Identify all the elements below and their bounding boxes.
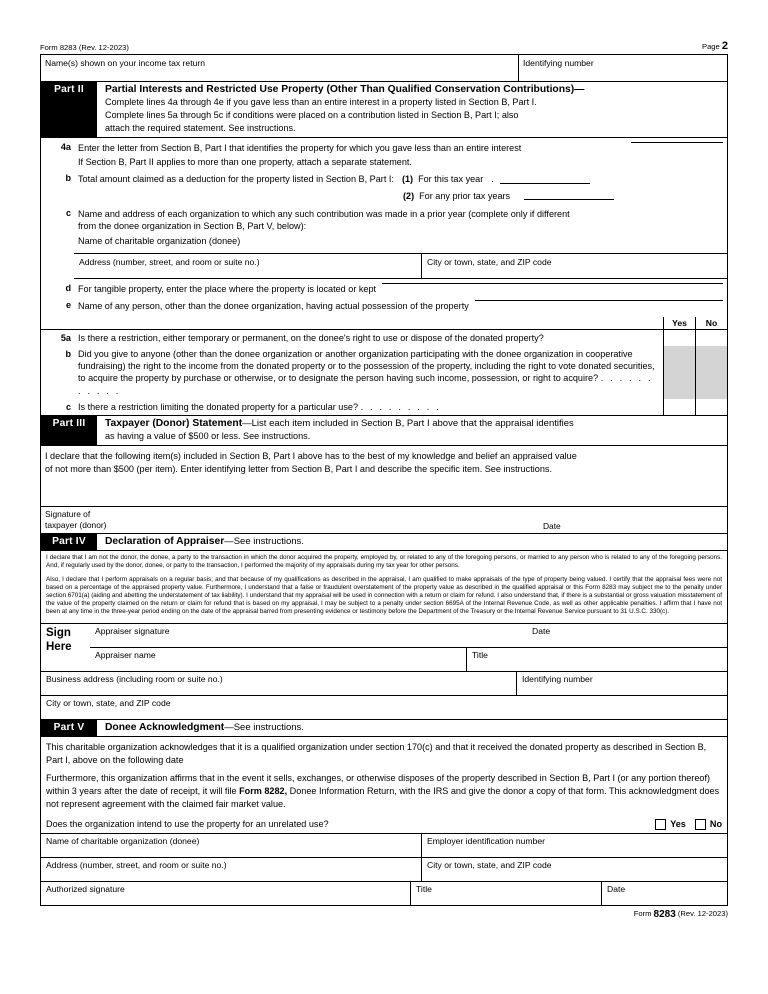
appraiser-title-field[interactable] bbox=[466, 648, 727, 671]
line-4c-body bbox=[78, 208, 723, 252]
part3-header bbox=[41, 415, 727, 446]
unrelated-use-question: Does the organization intend to use the property for an unrelated use? bbox=[46, 819, 329, 830]
donee-date-field[interactable] bbox=[601, 882, 727, 905]
identifying-number-field[interactable] bbox=[519, 55, 727, 81]
unrelated-no-checkbox[interactable] bbox=[695, 819, 706, 830]
line-5c-text: Is there a restriction limiting the donated property for a particular use? bbox=[78, 401, 359, 412]
part3-tag: Part III bbox=[41, 416, 97, 445]
taxpayer-signature-label-1: Signature of bbox=[45, 509, 91, 520]
part3-title: Taxpayer (Donor) Statement bbox=[105, 418, 243, 430]
line-4d-text: For tangible property, enter the place where the property is located or kept bbox=[78, 283, 377, 294]
part3-signature-row bbox=[41, 506, 727, 533]
page-indicator bbox=[702, 40, 728, 52]
part3-body2: of not more than $500 (per item). Enter identifying letter from Section B, Part I and describe the specific item. See instructions. bbox=[45, 463, 552, 474]
part2-title: Partial Interests and Restricted Use Property (Other Than Qualified Conservation Contributions)— bbox=[105, 84, 585, 95]
line-4b-item1-input[interactable] bbox=[500, 183, 590, 184]
no-column-header: No bbox=[695, 317, 727, 329]
appraiser-name-row bbox=[90, 648, 727, 671]
appraiser-city-label: City or town, state, and ZIP code bbox=[46, 698, 171, 709]
appraiser-name-field[interactable] bbox=[90, 648, 466, 671]
line-4e-input[interactable] bbox=[475, 300, 723, 301]
part3-write-in-area[interactable] bbox=[41, 478, 727, 506]
donee-name-label: Name of charitable organization (donee) bbox=[46, 835, 200, 846]
line-5a-yes-cell[interactable] bbox=[663, 330, 695, 346]
part4-tag: Part IV bbox=[41, 534, 97, 550]
donee-city-field[interactable] bbox=[421, 858, 727, 881]
line-5b-body bbox=[41, 346, 663, 399]
part2-sub2: Complete lines 5a through 5c if conditions were placed on a contribution listed in Section B, Part I; also bbox=[105, 110, 519, 121]
line-5b bbox=[41, 346, 727, 399]
line-4a-text2: If Section B, Part II applies to more than one property, attach a separate statement. bbox=[78, 157, 412, 168]
line-4a-continued bbox=[41, 156, 727, 170]
name-field[interactable] bbox=[41, 55, 519, 81]
part5-header bbox=[41, 719, 727, 737]
line-5c-dots: . . . . . . . . . bbox=[360, 401, 441, 412]
taxpayer-date-label: Date bbox=[543, 521, 561, 532]
authorized-signature-field[interactable] bbox=[41, 882, 410, 905]
city-state-zip-field[interactable] bbox=[422, 254, 727, 278]
line-4b-body bbox=[78, 173, 723, 202]
footer-form-word: Form bbox=[633, 908, 652, 918]
part4-title-rest: —See instructions. bbox=[224, 536, 304, 548]
donee-ein-label: Employer identification number bbox=[427, 835, 545, 846]
line-4b-item2-label: For any prior tax years bbox=[419, 190, 511, 201]
appraiser-signature-label: Appraiser signature bbox=[95, 626, 170, 637]
part3-title-rest: —List each item included in Section B, Part I above that the appraisal identifies bbox=[242, 418, 574, 430]
name-id-bar bbox=[41, 55, 727, 82]
city-label: City or town, state, and ZIP code bbox=[427, 256, 552, 267]
line-4c bbox=[41, 203, 727, 253]
part2-tag: Part II bbox=[41, 82, 97, 137]
sign-here-line1: Sign bbox=[46, 627, 71, 640]
part3-declaration bbox=[41, 446, 727, 478]
line-4b-item1-number: (1) bbox=[401, 174, 414, 185]
business-address-field[interactable] bbox=[41, 672, 516, 695]
page-header bbox=[40, 40, 728, 54]
part2-sub1: Complete lines 4a through 4e if you gave less than an entire interest in a property listed in Section B, Part I. bbox=[105, 97, 537, 107]
part3-body1: I declare that the following item(s) included in Section B, Part I above has to the best of my knowledge and belief an appraised value bbox=[45, 451, 577, 462]
line-4d-number: d bbox=[65, 282, 71, 293]
page-footer bbox=[40, 906, 728, 920]
part3-title-line2: as having a value of $500 or less. See instructions. bbox=[105, 431, 311, 442]
donee-city-label: City or town, state, and ZIP code bbox=[427, 859, 552, 870]
line-5c-yes-cell[interactable] bbox=[663, 399, 695, 415]
part5-form-8282: Form 8282, bbox=[239, 786, 288, 797]
donee-address-field[interactable] bbox=[41, 858, 421, 881]
line-4b bbox=[41, 170, 727, 203]
unrelated-use-row bbox=[41, 818, 727, 833]
taxpayer-signature-field[interactable] bbox=[41, 507, 539, 533]
appraiser-title-label: Title bbox=[472, 650, 488, 661]
part5-para2-a: Furthermore, this organization affirms that in the event it sells, exchanges, or otherwise disposes of the property described in Section B, Part I (or any portion thereof) within 3 years after the date of receipt, it will file bbox=[46, 773, 711, 797]
line-4c-number: c bbox=[65, 207, 71, 218]
sign-here-marker bbox=[41, 624, 90, 671]
line-5a-no-cell[interactable] bbox=[695, 330, 727, 346]
line-5b-no-cell[interactable] bbox=[695, 346, 727, 399]
part4-para1: I declare that I am not the donor, the donee, a party to the transaction in which the donor acquired the property, employed by, or related to any of the foregoing persons, or married to any person who is related to any of the foregoing persons. And, if regularly used by the donor, donee, or party to the transaction, I performed the majority of my appraisals during my tax year for other persons. bbox=[46, 554, 722, 570]
line-4b-number: b bbox=[65, 173, 71, 184]
part3-title-block bbox=[97, 416, 727, 445]
part4-declaration bbox=[41, 551, 727, 623]
line-5c-body bbox=[41, 399, 663, 415]
form-body bbox=[40, 54, 728, 906]
line-4e bbox=[41, 297, 727, 317]
line-4b-item2-input[interactable] bbox=[524, 199, 614, 200]
address-field[interactable] bbox=[74, 254, 422, 278]
appraiser-business-address-row bbox=[41, 671, 727, 695]
part4-title: Declaration of Appraiser bbox=[105, 536, 225, 548]
appraiser-signature-row bbox=[90, 624, 727, 648]
line-4d-input[interactable] bbox=[382, 283, 723, 284]
authorized-signature-row bbox=[41, 881, 727, 906]
line-5b-dots: . . . . . . . . . . . bbox=[78, 373, 653, 396]
unrelated-yes-checkbox[interactable] bbox=[655, 819, 666, 830]
donee-name-field[interactable] bbox=[41, 834, 421, 857]
line-5a bbox=[41, 330, 727, 346]
line-5c bbox=[41, 399, 727, 415]
line-4b-text: Total amount claimed as a deduction for the property listed in Section B, Part I: bbox=[78, 174, 394, 185]
appraiser-identifying-number-label: Identifying number bbox=[522, 674, 593, 685]
appraiser-signature-date-field[interactable] bbox=[527, 624, 727, 647]
part4-sign-block bbox=[41, 623, 727, 671]
line-4b-item2-number: (2) bbox=[403, 190, 415, 201]
donee-date-label: Date bbox=[607, 883, 626, 894]
form-reference: Form 8283 (Rev. 12-2023) bbox=[40, 43, 129, 52]
taxpayer-signature-label-2: taxpayer (donor) bbox=[45, 520, 107, 531]
line-4a-number: 4a bbox=[60, 142, 71, 153]
line-5c-no-cell[interactable] bbox=[695, 399, 727, 415]
part5-title: Donee Acknowledgment bbox=[105, 722, 225, 734]
part4-para2: Also, I declare that I perform appraisals on a regular basis; and that because of my qualifications as described in the appraisal, I am qualified to make appraisals of the type of property being valued. I certify that the appraisal fees were not based on a percentage of the appraised property value. Furthermore, I understand that a false or fraudulent overstatement of the property value as described in the qualified appraisal or this Form 8283 may subject me to the penalty under section 6701(a) (aiding and abetting the understatement of tax liability). I understand that my appraisal will be used in connection with a return or claim for refund. I also understand that, if there is a substantial or gross valuation misstatement of the value of the property claimed on the return or claim for refund that is based on my appraisal, I may be subject to a penalty under section 6695A of the Internal Revenue Code, as well as other applicable penalties. I affirm that I have not been at any time in the three-year period ending on the date of the appraisal barred from presenting evidence or testimony before the Department of the Treasury or the Internal Revenue Service pursuant to 31 U.S.C. 330(c). bbox=[46, 575, 722, 616]
part4-header bbox=[41, 533, 727, 551]
part5-para1: This charitable organization acknowledges that it is a qualified organization under section 170(c) and that it received the donated property as described in Section B, Part I, above on the following date bbox=[46, 742, 707, 766]
part4-title-block bbox=[97, 534, 727, 550]
appraiser-identifying-number-field[interactable] bbox=[516, 672, 727, 695]
appraiser-date-label: Date bbox=[532, 626, 551, 637]
name-field-label: Name(s) shown on your income tax return bbox=[45, 58, 206, 68]
form-sheet bbox=[40, 40, 728, 920]
address-label: Address (number, street, and room or suite no.) bbox=[79, 256, 260, 267]
yes-no-header bbox=[41, 317, 727, 330]
appraiser-city-field[interactable] bbox=[41, 696, 727, 719]
donee-name-row bbox=[41, 833, 727, 857]
page-label: Page bbox=[702, 42, 720, 51]
donee-title-label: Title bbox=[416, 883, 432, 894]
line-5a-body bbox=[41, 330, 663, 346]
line-4e-text: Name of any person, other than the donee organization, having actual possession of the property bbox=[78, 300, 469, 311]
sign-here-line2: Here bbox=[46, 640, 72, 653]
part2-title-block bbox=[97, 82, 727, 137]
line-4c-text: Name and address of each organization to which any such contribution was made in a prior year (complete only if different bbox=[78, 208, 570, 219]
line-5a-number: 5a bbox=[60, 332, 71, 343]
line-4e-number: e bbox=[65, 299, 71, 310]
line-4b-item1-dots: . bbox=[491, 174, 494, 185]
line-4a-text: Enter the letter from Section B, Part I that identifies the property for which you gave less than an entire interest bbox=[78, 143, 522, 154]
appraiser-signature-field[interactable] bbox=[90, 624, 527, 647]
appraiser-city-row bbox=[41, 695, 727, 719]
line-4b-item1-label: For this tax year bbox=[418, 174, 484, 185]
part5-para2 bbox=[46, 772, 722, 811]
donee-address-label: Address (number, street, and room or suite no.) bbox=[46, 859, 227, 870]
appraiser-name-label: Appraiser name bbox=[95, 650, 156, 661]
line-5b-text: Did you give to anyone (other than the donee organization or another organization participating with the donee organization in cooperative fundraising) the right to the income from the donated property or to the possession of the property, including the right to vote donated securities, to acquire the property by purchase or otherwise, or to designate the person having such income, possession, or right to acquire? bbox=[78, 348, 655, 384]
line-4a-input[interactable] bbox=[631, 142, 723, 143]
line-5b-text-wrap bbox=[78, 348, 659, 397]
unrelated-no-label: No bbox=[709, 819, 722, 830]
line-5b-yes-cell[interactable] bbox=[663, 346, 695, 399]
part4-sign-fields bbox=[90, 624, 727, 671]
line-5c-text-wrap bbox=[78, 401, 659, 413]
part2-sub3: attach the required statement. See instructions. bbox=[105, 123, 296, 134]
footer-form-number: 8283 bbox=[653, 908, 676, 920]
part5-title-rest: —See instructions. bbox=[224, 722, 304, 734]
taxpayer-signature-date-field[interactable] bbox=[539, 519, 727, 533]
line-4d bbox=[41, 279, 727, 297]
line-5b-number: b bbox=[65, 348, 71, 359]
part5-tag: Part V bbox=[41, 720, 97, 736]
part5-para2-b: Donee Information Return, with the IRS and give the donor a copy of that form. This acknowledgment does not represent agreement with the claimed fair market value. bbox=[46, 786, 720, 810]
line-5a-text: Is there a restriction, either temporary or permanent, on the donee's right to use or dispose of the donated property? bbox=[78, 332, 544, 343]
part2-header bbox=[41, 82, 727, 138]
unrelated-yes-label: Yes bbox=[670, 819, 686, 830]
line-4a bbox=[41, 138, 727, 156]
part5-declaration bbox=[41, 737, 727, 818]
donee-title-field[interactable] bbox=[410, 882, 601, 905]
authorized-signature-label: Authorized signature bbox=[46, 883, 125, 894]
footer-revision: (Rev. 12-2023) bbox=[677, 908, 728, 918]
line-4c-donee-name-label: Name of charitable organization (donee) bbox=[78, 236, 241, 247]
line-5c-number: c bbox=[65, 401, 71, 412]
part5-title-block bbox=[97, 720, 727, 736]
yes-column-header: Yes bbox=[663, 317, 695, 329]
identifying-number-label: Identifying number bbox=[523, 58, 594, 68]
donee-address-row bbox=[41, 857, 727, 881]
donee-ein-field[interactable] bbox=[421, 834, 727, 857]
business-address-label: Business address (including room or suite no.) bbox=[46, 674, 223, 685]
prior-year-donee-address-row bbox=[74, 253, 727, 279]
page-number: 2 bbox=[721, 40, 728, 52]
line-4c-text2: from the donee organization in Section B, Part V, below): bbox=[78, 221, 307, 232]
